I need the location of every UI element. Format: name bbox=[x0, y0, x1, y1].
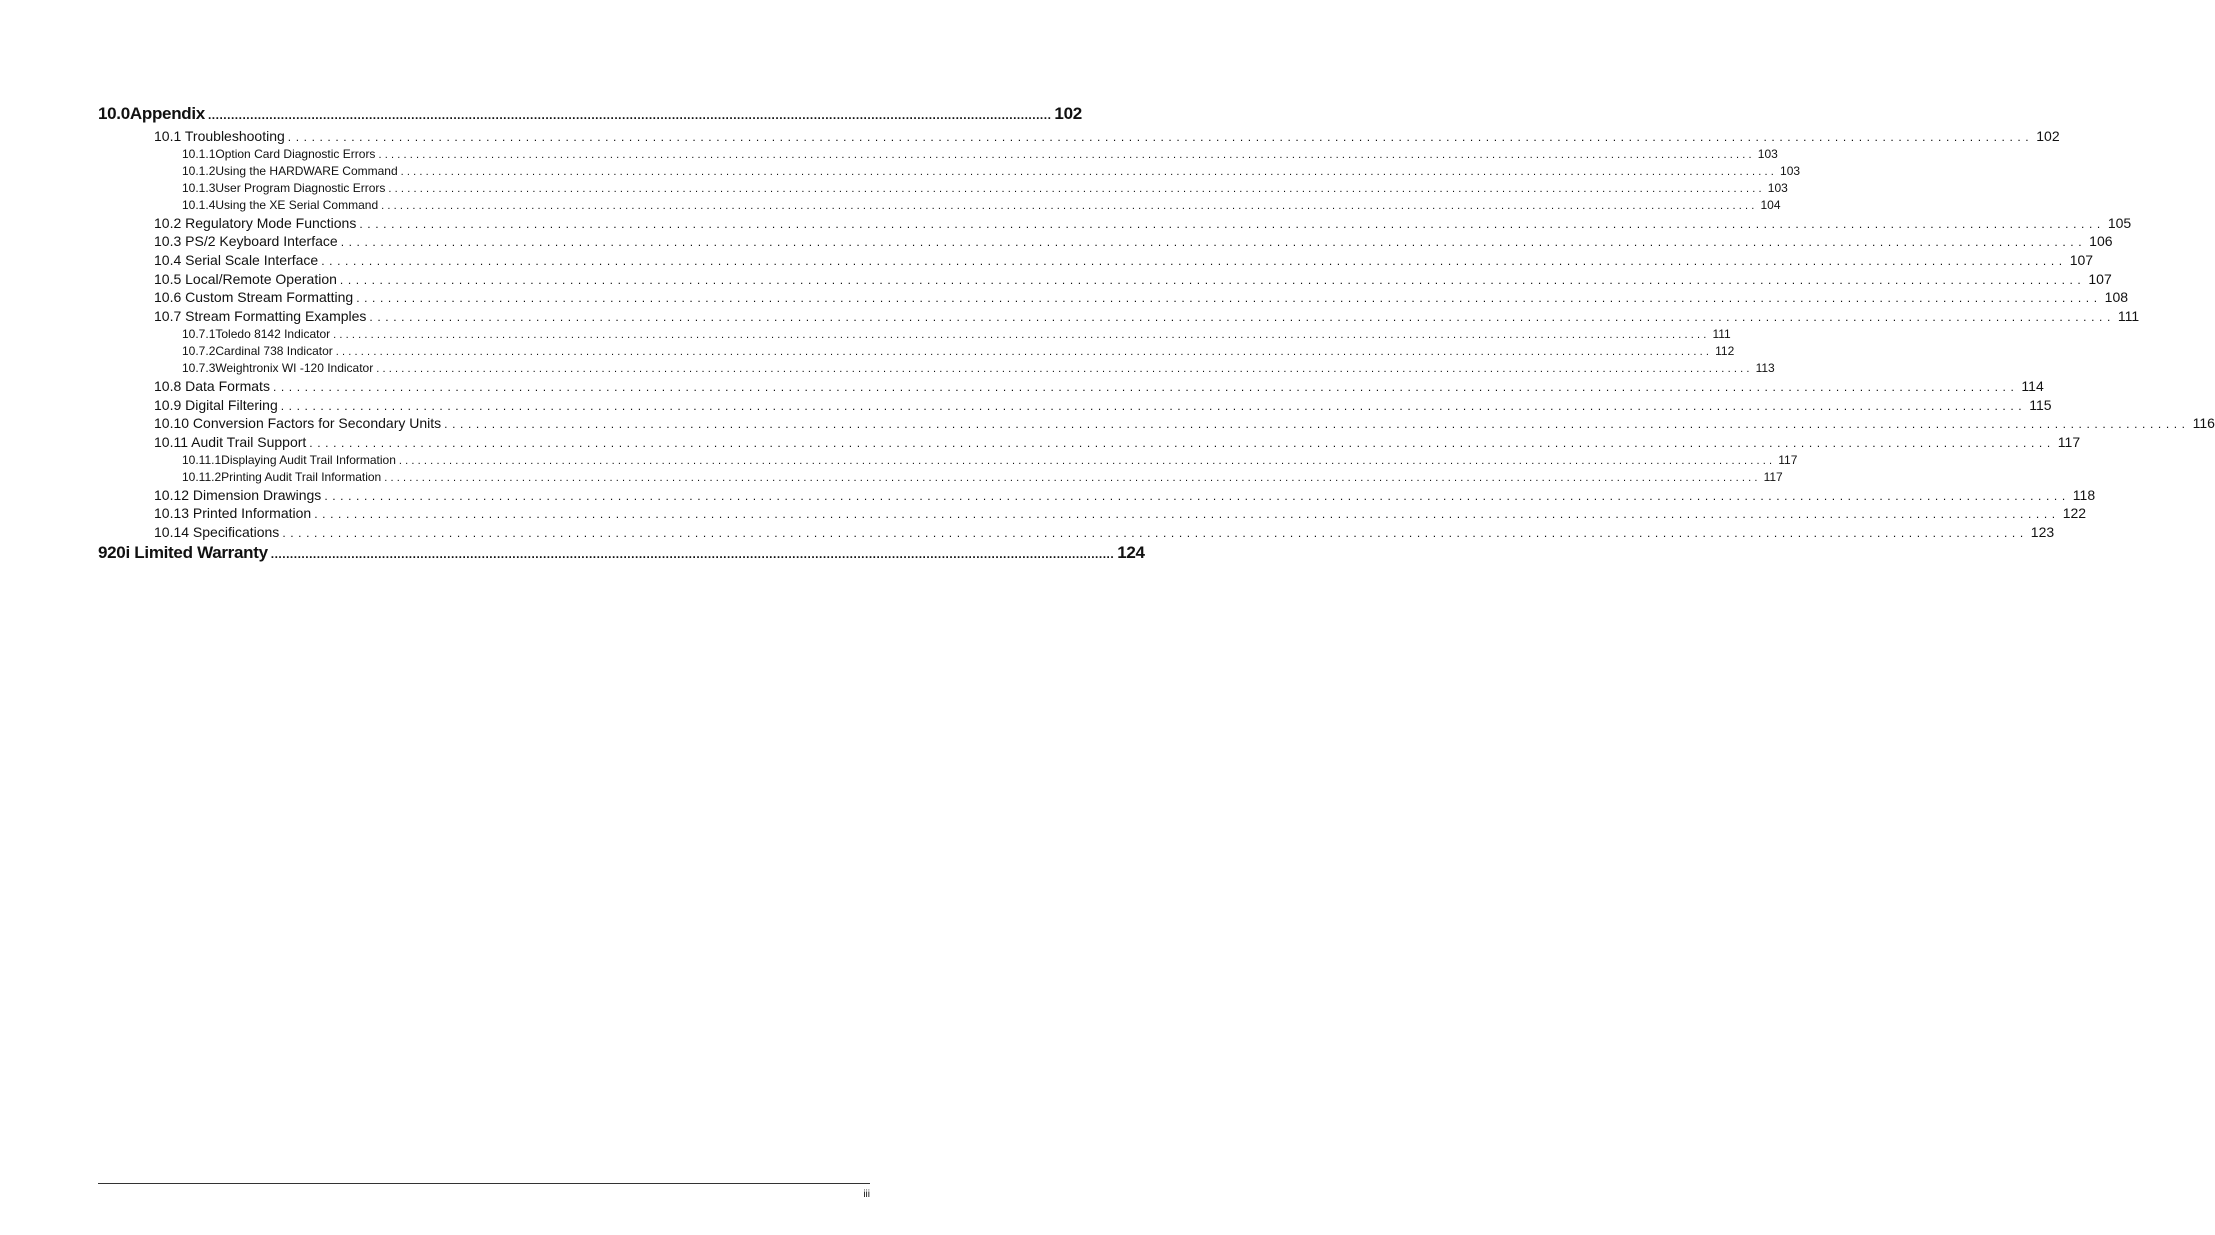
dot-leader: ............................................................................................................................................................................................................................ bbox=[270, 546, 1115, 561]
toc-entry-number: 10.1.3 bbox=[182, 180, 216, 195]
toc-entry[interactable] bbox=[98, 415, 2215, 434]
toc-entry-title: Using the XE Serial Command bbox=[215, 197, 379, 212]
toc-entry-title: 10.2 Regulatory Mode Functions bbox=[154, 214, 357, 231]
toc-entry-title: Printing Audit Trail Information bbox=[221, 469, 382, 484]
toc-entry-page: 114 bbox=[2021, 377, 2044, 394]
dot-leader: ............................................................................................................................................................................................................................ bbox=[314, 507, 2060, 522]
dot-leader: ............................................................................................................................................................................................................................ bbox=[444, 417, 2190, 432]
toc-entry-number: 10.1.4 bbox=[182, 197, 216, 212]
toc-entry-title: Appendix bbox=[129, 104, 205, 123]
toc-entry[interactable] bbox=[98, 326, 1731, 344]
table-of-contents bbox=[98, 104, 2215, 567]
toc-entry-title: 10.6 Custom Stream Formatting bbox=[154, 289, 354, 306]
toc-entry-title: User Program Diagnostic Errors bbox=[215, 180, 386, 195]
toc-entry[interactable] bbox=[98, 360, 1775, 378]
toc-entry[interactable] bbox=[98, 433, 2081, 453]
dot-leader: ............................................................................................................................................................................................................................ bbox=[359, 216, 2105, 231]
toc-entry-page: 117 bbox=[2057, 433, 2081, 450]
dot-leader: ............................................................................................................................................................................................................................ bbox=[335, 345, 1713, 358]
toc-entry-title: Weightronix WI -120 Indicator bbox=[215, 360, 374, 375]
toc-entry-title: 10.13 Printed Information bbox=[154, 505, 312, 522]
toc-entry-page: 111 bbox=[2117, 308, 2140, 325]
toc-entry-page: 124 bbox=[1117, 542, 1145, 562]
toc-entry-title: 10.10 Conversion Factors for Secondary Units bbox=[154, 415, 442, 432]
dot-leader: ............................................................................................................................................................................................................................ bbox=[369, 310, 2115, 325]
footer-rule bbox=[98, 1183, 870, 1184]
toc-entry-number: 10.11.1 bbox=[182, 452, 222, 467]
toc-entry-page: 102 bbox=[2036, 128, 2060, 144]
toc-entry-page: 116 bbox=[2192, 415, 2215, 432]
toc-entry[interactable] bbox=[98, 128, 2060, 147]
dot-leader: ............................................................................................................................................................................................................................ bbox=[333, 328, 1710, 341]
toc-entry-page: 103 bbox=[1757, 146, 1778, 161]
toc-entry-page: 103 bbox=[1780, 163, 1801, 178]
toc-entry-page: 122 bbox=[2062, 505, 2087, 522]
toc-entry-number: 10.1.2 bbox=[182, 163, 216, 178]
toc-entry-page: 103 bbox=[1767, 180, 1788, 195]
dot-leader: ............................................................................................................................................................................................................................ bbox=[280, 398, 2027, 413]
toc-entry[interactable] bbox=[98, 197, 1781, 215]
toc-entry[interactable] bbox=[98, 104, 1082, 128]
toc-entry-page: 108 bbox=[2104, 289, 2129, 306]
toc-entry-number: 10.7.3 bbox=[182, 360, 216, 375]
toc-entry-number: 10.0 bbox=[98, 104, 130, 123]
dot-leader: ............................................................................................................................................................................................................................ bbox=[324, 488, 2070, 503]
toc-entry-title: Cardinal 738 Indicator bbox=[215, 343, 333, 358]
dot-leader: ............................................................................................................................................................................................................................ bbox=[339, 272, 2086, 287]
toc-entry-title: 10.8 Data Formats bbox=[154, 377, 270, 394]
dot-leader: ............................................................................................................................................................................................................................ bbox=[309, 435, 2055, 450]
toc-entry-number: 10.7.2 bbox=[182, 343, 216, 358]
toc-entry-title: 10.3 PS/2 Keyboard Interface bbox=[154, 233, 338, 250]
dot-leader: ............................................................................................................................................................................................................................ bbox=[398, 454, 1776, 467]
dot-leader: ............................................................................................................................................................................................................................ bbox=[340, 235, 2087, 250]
dot-leader: ............................................................................................................................................................................................................................ bbox=[381, 199, 1758, 212]
toc-entry[interactable] bbox=[98, 270, 2112, 290]
dot-leader: ............................................................................................................................................................................................................................ bbox=[356, 291, 2102, 306]
toc-entry-title: 10.1 Troubleshooting bbox=[154, 128, 285, 144]
toc-entry-page: 111 bbox=[1712, 326, 1731, 341]
toc-entry[interactable] bbox=[98, 163, 1801, 181]
toc-entry-page: 112 bbox=[1715, 343, 1735, 358]
toc-entry[interactable] bbox=[98, 180, 1788, 198]
toc-entry[interactable] bbox=[98, 343, 1735, 361]
dot-leader: ............................................................................................................................................................................................................................ bbox=[388, 182, 1765, 195]
toc-entry[interactable] bbox=[98, 486, 2096, 506]
toc-entry-title: Toledo 8142 Indicator bbox=[215, 326, 331, 341]
toc-entry[interactable] bbox=[98, 523, 2055, 543]
toc-entry-title: Using the HARDWARE Command bbox=[215, 163, 398, 178]
toc-entry-title: 920i Limited Warranty bbox=[98, 542, 268, 562]
dot-leader: ............................................................................................................................................................................................................................ bbox=[321, 254, 2067, 269]
toc-entry-page: 102 bbox=[1054, 104, 1082, 123]
toc-entry[interactable] bbox=[98, 233, 2113, 252]
toc-entry-page: 118 bbox=[2072, 486, 2096, 503]
toc-entry-page: 107 bbox=[2069, 252, 2094, 269]
toc-entry[interactable] bbox=[98, 452, 1798, 470]
toc-entry-title: 10.14 Specifications bbox=[154, 523, 280, 540]
toc-entry[interactable] bbox=[98, 146, 1778, 164]
toc-entry-page: 107 bbox=[2088, 270, 2112, 287]
toc-entry-number: 10.11.2 bbox=[182, 469, 222, 484]
toc-entry-title: 10.9 Digital Filtering bbox=[154, 396, 278, 413]
toc-entry-page: 106 bbox=[2089, 233, 2113, 250]
toc-entry-title: Displaying Audit Trail Information bbox=[221, 452, 396, 467]
dot-leader: ............................................................................................................................................................................................................................ bbox=[376, 362, 1753, 375]
toc-entry[interactable] bbox=[98, 214, 2132, 234]
dot-leader: ............................................................................................................................................................................................................................ bbox=[378, 148, 1755, 161]
dot-leader: ............................................................................................................................................................................................................................ bbox=[272, 379, 2019, 394]
dot-leader: ............................................................................................................................................................................................................................ bbox=[287, 130, 2034, 144]
toc-entry-title: 10.7 Stream Formatting Examples bbox=[154, 308, 367, 325]
toc-entry[interactable] bbox=[98, 505, 2087, 524]
toc-entry-title: 10.12 Dimension Drawings bbox=[154, 486, 322, 503]
page-number: iii bbox=[863, 1189, 870, 1200]
toc-entry-title: 10.11 Audit Trail Support bbox=[154, 433, 307, 450]
toc-entry[interactable] bbox=[98, 308, 2140, 327]
toc-entry-page: 117 bbox=[1778, 452, 1798, 467]
toc-entry-page: 123 bbox=[2030, 523, 2055, 540]
toc-entry[interactable] bbox=[98, 252, 2094, 271]
toc-entry-number: 10.7.1 bbox=[182, 326, 216, 341]
dot-leader: ............................................................................................................................................................................................................................ bbox=[282, 525, 2028, 540]
toc-entry-number: 10.1.1 bbox=[182, 146, 216, 161]
toc-entry-title: Option Card Diagnostic Errors bbox=[215, 146, 376, 161]
toc-entry[interactable] bbox=[98, 289, 2129, 308]
dot-leader: ............................................................................................................................................................................................................................ bbox=[384, 471, 1761, 484]
toc-entry-page: 104 bbox=[1760, 197, 1781, 212]
toc-entry-page: 105 bbox=[2107, 214, 2132, 231]
toc-entry-page: 117 bbox=[1763, 469, 1783, 484]
toc-entry[interactable] bbox=[98, 542, 1145, 567]
toc-entry-title: 10.4 Serial Scale Interface bbox=[154, 252, 319, 269]
toc-entry-page: 113 bbox=[1755, 360, 1775, 375]
toc-entry[interactable] bbox=[98, 396, 2052, 416]
toc-entry-page: 115 bbox=[2029, 396, 2052, 413]
toc-entry-title: 10.5 Local/Remote Operation bbox=[154, 270, 337, 287]
toc-entry[interactable] bbox=[98, 377, 2044, 397]
dot-leader: ............................................................................................................................................................................................................................ bbox=[207, 108, 1052, 122]
toc-entry[interactable] bbox=[98, 469, 1783, 487]
dot-leader: ............................................................................................................................................................................................................................ bbox=[400, 165, 1778, 178]
